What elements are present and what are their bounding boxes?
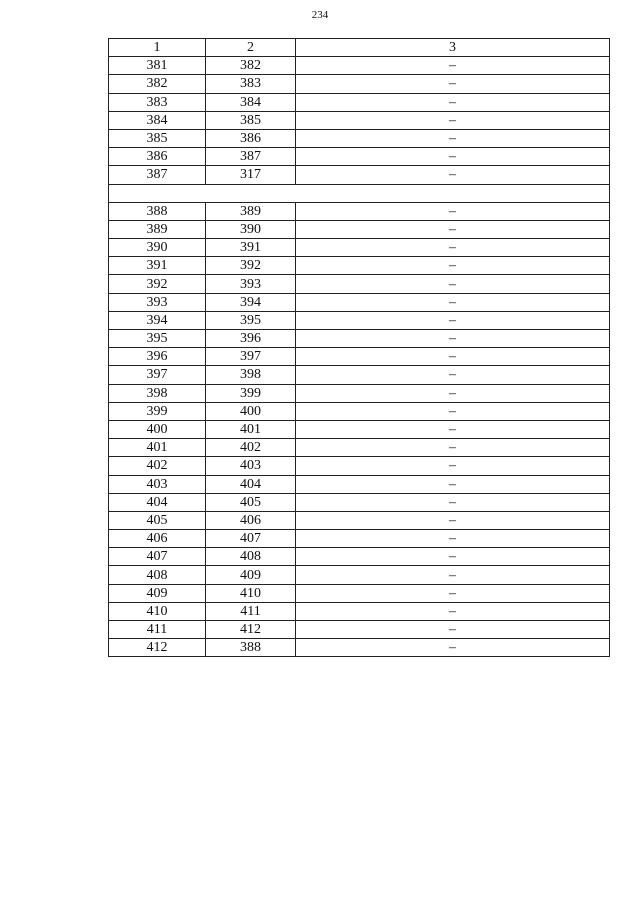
table-row [109, 366, 610, 384]
table-cell: 399 [109, 402, 206, 420]
table-cell: 406 [109, 530, 206, 548]
table-cell: 391 [206, 239, 296, 257]
table-cell: 405 [109, 511, 206, 529]
table-cell: 397 [206, 348, 296, 366]
table-cell: 410 [206, 584, 296, 602]
table-cell: – [296, 602, 610, 620]
table-cell: 400 [109, 420, 206, 438]
table-cell: – [296, 420, 610, 438]
table-spacer-row [109, 184, 610, 202]
table-cell: – [296, 111, 610, 129]
table-row [109, 311, 610, 329]
table-cell: 381 [109, 57, 206, 75]
table-row [109, 475, 610, 493]
table-row [109, 275, 610, 293]
table-cell: 395 [206, 311, 296, 329]
table-cell: 383 [206, 75, 296, 93]
table-cell: – [296, 621, 610, 639]
column-header: 1 [109, 39, 206, 57]
table-cell: – [296, 75, 610, 93]
table-cell: – [296, 584, 610, 602]
table-row [109, 420, 610, 438]
table-cell: – [296, 57, 610, 75]
table-row [109, 621, 610, 639]
table-cell: 390 [206, 220, 296, 238]
table-cell: 382 [109, 75, 206, 93]
spacer-cell [109, 184, 610, 202]
table-row [109, 566, 610, 584]
table-cell: – [296, 311, 610, 329]
table-cell: 394 [109, 311, 206, 329]
table-row [109, 75, 610, 93]
table-row [109, 511, 610, 529]
table-cell: – [296, 166, 610, 184]
table-row [109, 57, 610, 75]
table-cell: – [296, 402, 610, 420]
data-table [108, 38, 610, 657]
table-row [109, 584, 610, 602]
table-cell: 399 [206, 384, 296, 402]
table-cell: 385 [109, 129, 206, 147]
table-cell: 393 [109, 293, 206, 311]
table-cell: – [296, 511, 610, 529]
table-row [109, 348, 610, 366]
table-cell: 411 [109, 621, 206, 639]
column-header: 2 [206, 39, 296, 57]
table-row [109, 330, 610, 348]
table-cell: – [296, 129, 610, 147]
table-cell: 402 [206, 439, 296, 457]
table-row [109, 93, 610, 111]
table-cell: – [296, 93, 610, 111]
table-cell: 384 [109, 111, 206, 129]
table-row [109, 293, 610, 311]
table-row [109, 548, 610, 566]
table-row [109, 166, 610, 184]
table-cell: – [296, 457, 610, 475]
table-row [109, 148, 610, 166]
table-cell: 397 [109, 366, 206, 384]
table-cell: 395 [109, 330, 206, 348]
table-cell: – [296, 275, 610, 293]
table-row [109, 257, 610, 275]
table-cell: – [296, 475, 610, 493]
table-cell: 396 [206, 330, 296, 348]
table-cell: 317 [206, 166, 296, 184]
table-cell: 387 [109, 166, 206, 184]
table-cell: – [296, 220, 610, 238]
table-row [109, 457, 610, 475]
table-row [109, 439, 610, 457]
table-cell: – [296, 202, 610, 220]
table-cell: 394 [206, 293, 296, 311]
table-row [109, 530, 610, 548]
table-row [109, 239, 610, 257]
page-number: 234 [311, 9, 329, 21]
table-cell: 409 [109, 584, 206, 602]
table-cell: 387 [206, 148, 296, 166]
table-cell: 382 [206, 57, 296, 75]
table-cell: 401 [206, 420, 296, 438]
table-cell: 411 [206, 602, 296, 620]
table-cell: 405 [206, 493, 296, 511]
table-cell: 386 [206, 129, 296, 147]
table-cell: – [296, 566, 610, 584]
table-row [109, 384, 610, 402]
table-cell: 412 [206, 621, 296, 639]
table-cell: 400 [206, 402, 296, 420]
table-cell: 403 [109, 475, 206, 493]
table-cell: 398 [206, 366, 296, 384]
table-cell: 389 [109, 220, 206, 238]
table-cell: 402 [109, 457, 206, 475]
table-row [109, 111, 610, 129]
table-cell: 408 [206, 548, 296, 566]
table-row [109, 220, 610, 238]
table-cell: – [296, 439, 610, 457]
table-cell: 409 [206, 566, 296, 584]
table-cell: 408 [109, 566, 206, 584]
table-row [109, 202, 610, 220]
table-cell: – [296, 348, 610, 366]
table-cell: 388 [206, 639, 296, 657]
table-row [109, 129, 610, 147]
table-cell: 393 [206, 275, 296, 293]
table-cell: 390 [109, 239, 206, 257]
table-cell: – [296, 330, 610, 348]
table-cell: – [296, 293, 610, 311]
table-cell: – [296, 366, 610, 384]
table-row [109, 493, 610, 511]
table-cell: 401 [109, 439, 206, 457]
table-cell: – [296, 148, 610, 166]
table-cell: 388 [109, 202, 206, 220]
table-cell: 406 [206, 511, 296, 529]
table-cell: 391 [109, 257, 206, 275]
table-cell: 384 [206, 93, 296, 111]
table-cell: – [296, 257, 610, 275]
table-cell: 412 [109, 639, 206, 657]
table-cell: – [296, 493, 610, 511]
table-row [109, 639, 610, 657]
table-cell: 403 [206, 457, 296, 475]
table-row [109, 402, 610, 420]
table-cell: 386 [109, 148, 206, 166]
table-cell: – [296, 530, 610, 548]
table-header-row [109, 39, 610, 57]
table-cell: 389 [206, 202, 296, 220]
table-cell: 410 [109, 602, 206, 620]
table-cell: 407 [109, 548, 206, 566]
table-cell: 404 [206, 475, 296, 493]
table-cell: – [296, 639, 610, 657]
table-cell: 392 [109, 275, 206, 293]
table-cell: – [296, 384, 610, 402]
table-cell: 396 [109, 348, 206, 366]
table-cell: – [296, 548, 610, 566]
table-cell: 404 [109, 493, 206, 511]
table-cell: 385 [206, 111, 296, 129]
table-cell: 407 [206, 530, 296, 548]
table-body [109, 57, 610, 657]
table-cell: 383 [109, 93, 206, 111]
table-cell: 392 [206, 257, 296, 275]
table-cell: – [296, 239, 610, 257]
column-header: 3 [296, 39, 610, 57]
table-row [109, 602, 610, 620]
table-cell: 398 [109, 384, 206, 402]
